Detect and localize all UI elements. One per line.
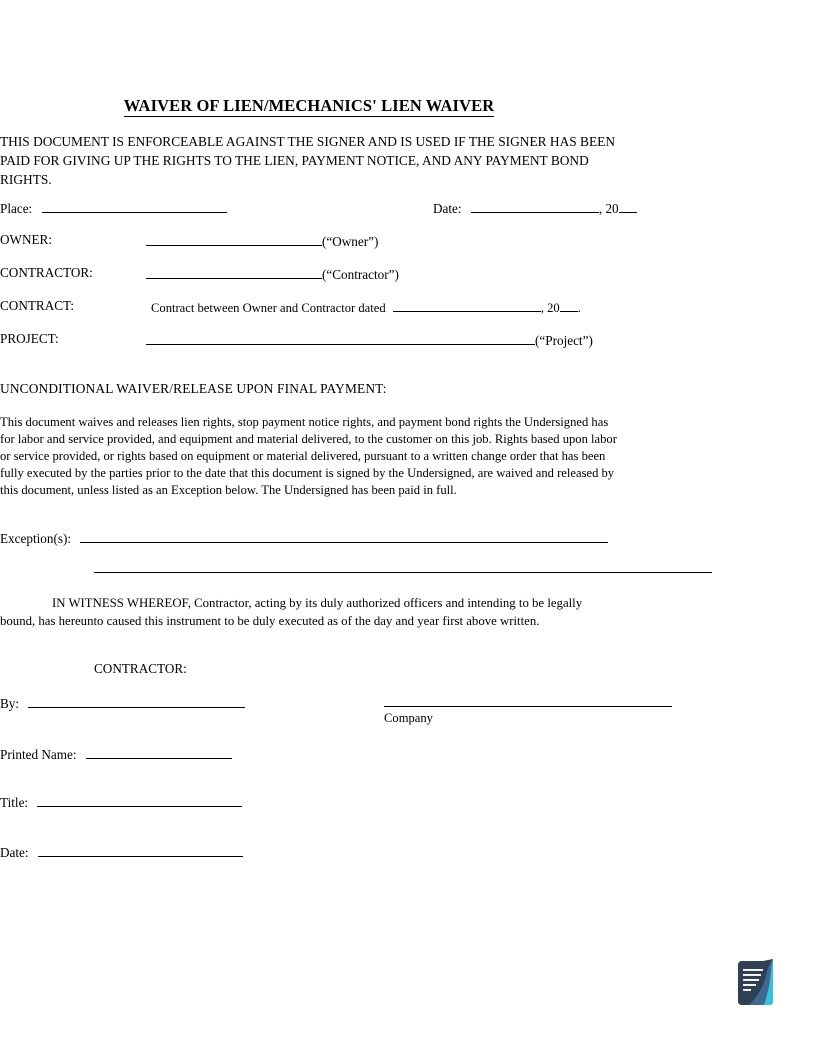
signature-date-input-line[interactable] (38, 843, 243, 857)
company-label: Company (384, 711, 433, 725)
project-paren-text: (“Project”) (535, 333, 593, 348)
owner-row (0, 232, 620, 252)
project-label: PROJECT: (0, 331, 59, 346)
contract-description-text: Contract between Owner and Contractor dated (151, 301, 386, 315)
contract-period: . (577, 301, 581, 315)
page-title (0, 96, 618, 116)
contract-row (0, 298, 620, 318)
exceptions-row (0, 529, 620, 549)
contract-date-input-line[interactable] (393, 298, 541, 312)
place-input-line[interactable] (42, 199, 227, 213)
exceptions-input-line-1[interactable] (80, 529, 608, 543)
page-title-text: WAIVER OF LIEN/MECHANICS' LIEN WAIVER (123, 96, 495, 115)
signature-date-label: Date: (0, 845, 29, 860)
project-field-group (146, 331, 593, 349)
printed-name-label: Printed Name: (0, 747, 77, 762)
date-year-prefix: , 20 (598, 201, 619, 216)
printed-name-input-line[interactable] (86, 745, 232, 759)
place-date-row (0, 199, 620, 219)
date-input-line[interactable] (471, 199, 599, 213)
exceptions-label: Exception(s): (0, 531, 72, 546)
witness-clause-paragraph: IN WITNESS WHEREOF, Contractor, acting by its duly authorized officers and intending to be legally bound, has hereunto caused this instrument to be duly executed as of the day and year first above written. (0, 596, 583, 628)
contract-year-input-line[interactable] (560, 299, 578, 312)
intro-paragraph: THIS DOCUMENT IS ENFORCEABLE AGAINST THE SIGNER AND IS USED IF THE SIGNER HAS BEEN PAID FOR GIVING UP THE RIGHTS TO THE LIEN, PAYMENT NOTICE, AND ANY PAYMENT BOND RIGHTS. (0, 134, 616, 188)
date-signature-row (0, 843, 620, 863)
owner-input-line[interactable] (146, 232, 322, 246)
exceptions-input-line-2[interactable] (94, 572, 712, 573)
project-row (0, 331, 620, 351)
contract-year-suffix: , 20 (540, 301, 560, 315)
by-row (0, 694, 620, 714)
contractor-input-line[interactable] (146, 265, 322, 279)
title-label: Title: (0, 795, 29, 810)
waiver-section-heading: UNCONDITIONAL WAIVER/RELEASE UPON FINAL PAYMENT: (0, 381, 387, 396)
date-year-input-line[interactable] (619, 200, 637, 213)
owner-field-group (146, 232, 378, 250)
owner-paren-text: (“Owner”) (322, 234, 379, 249)
title-row (0, 793, 620, 813)
contractor-paren-text: (“Contractor”) (322, 267, 399, 282)
place-label: Place: (0, 201, 33, 216)
owner-label: OWNER: (0, 232, 53, 247)
contractor-field-group (146, 265, 399, 283)
title-input-line[interactable] (37, 793, 242, 807)
by-signature-line[interactable] (28, 694, 245, 708)
by-label: By: (0, 696, 20, 711)
contractor-label: CONTRACTOR: (0, 265, 93, 280)
company-input-line[interactable] (384, 706, 672, 707)
printed-name-row (0, 745, 620, 765)
date-group (433, 199, 637, 217)
signature-contractor-heading: CONTRACTOR: (94, 661, 187, 676)
date-label: Date: (433, 201, 462, 216)
contract-label: CONTRACT: (0, 298, 75, 313)
contract-field-group (151, 298, 581, 316)
project-input-line[interactable] (146, 331, 535, 345)
waiver-body-paragraph: This document waives and releases lien rights, stop payment notice rights, and payment bond rights the Undersigned has for labor and service provided, and equipment and material delivered, to the customer on this job. Rights based upon labor or service provided, or rights based on equipment or material delivered, pursuant to a written change order that has been fully executed by the parties prior to the date that this document is signed by the Undersigned, are waived and released by this document, unless listed as an Exception below. The Undersigned has been paid in full. (0, 415, 617, 498)
document-logo-icon (733, 957, 779, 1009)
contractor-row (0, 265, 620, 285)
